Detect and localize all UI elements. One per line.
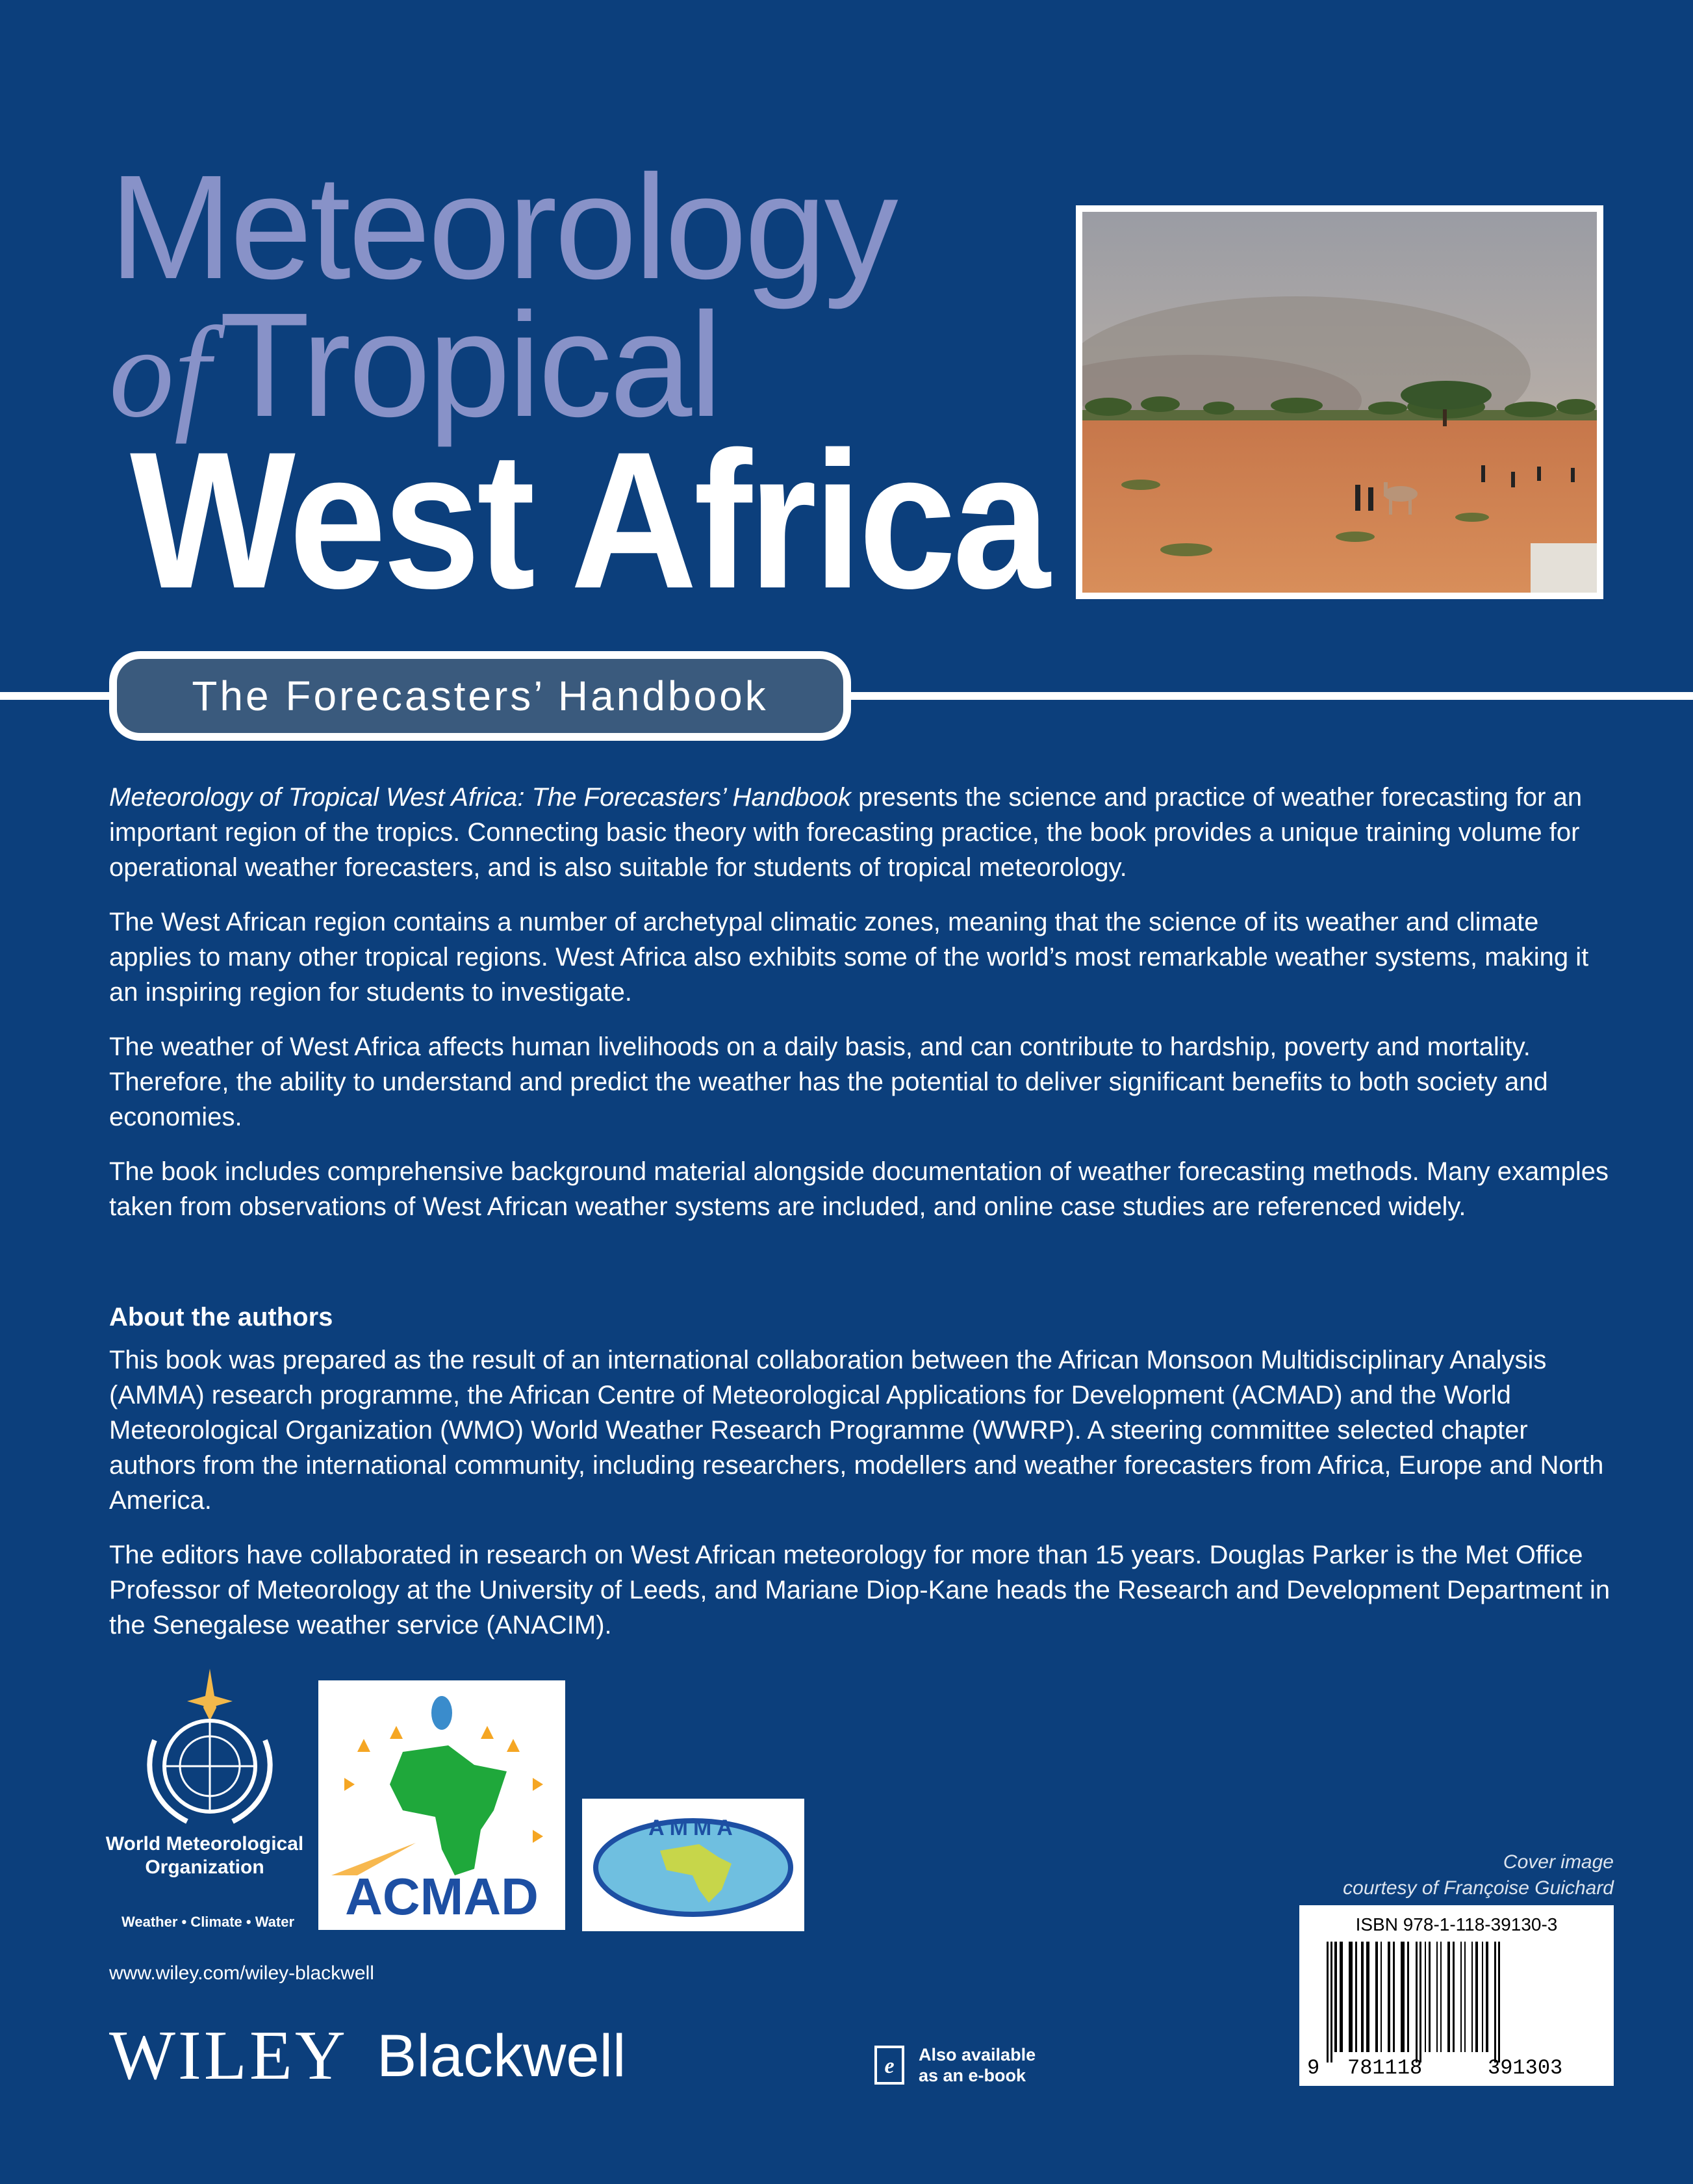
barcode-bar <box>1334 1942 1337 2052</box>
publisher-url[interactable]: www.wiley.com/wiley-blackwell <box>109 1962 374 1984</box>
barcode-bar <box>1425 1942 1426 2052</box>
barcode-bar <box>1429 1942 1431 2052</box>
about-heading: About the authors <box>109 1303 333 1331</box>
barcode-bar <box>1498 1942 1500 2062</box>
credit-line-1: Cover image <box>1503 1851 1614 1873</box>
ean-left-group: 781118 <box>1347 2056 1423 2080</box>
barcode <box>1299 1905 1614 2086</box>
ebook-line-1: Also available <box>919 2045 1036 2064</box>
blurb-book-title: Meteorology of Tropical West Africa: The Forecasters’ Handbook <box>109 783 851 812</box>
title-line-1: Meteorology <box>109 145 896 310</box>
barcode-bar <box>1464 1942 1466 2052</box>
barcode-bars <box>1307 1942 1606 2062</box>
ean-first-digit: 9 <box>1307 2056 1320 2080</box>
cover-photo <box>1076 205 1603 599</box>
barcode-bar <box>1401 1942 1405 2052</box>
blurb-p1-text: presents the science and practice of weather forecasting for an important region of the tropics. Connecting basic theory with forecasting practice, the book provides a unique training volume for operational weather forecasters, and is also suitable for students of tropical meteorology. <box>109 783 1583 882</box>
barcode-bar <box>1361 1942 1364 2052</box>
barcode-bar <box>1482 1942 1483 2052</box>
ean-right-group: 391303 <box>1488 2056 1563 2080</box>
barcode-bar <box>1494 1942 1496 2062</box>
cover-image-credit <box>1343 1849 1614 1901</box>
ebook-line-2: as an e-book <box>919 2066 1026 2085</box>
barcode-bar <box>1393 1942 1395 2052</box>
barcode-bar <box>1419 1942 1421 2062</box>
blurb-paragraph-4: The book includes comprehensive background material alongside documentation of weather forecasting methods. Many examples taken from observations of West African weather systems are included, and online case studies are referenced widely. <box>109 1157 1609 1221</box>
credit-line-2: courtesy of Françoise Guichard <box>1343 1877 1614 1899</box>
amma-logo <box>582 1799 804 1931</box>
blackwell-wordmark: Blackwell <box>377 2023 626 2089</box>
blurb-paragraph-1 <box>109 780 1616 885</box>
barcode-bar <box>1436 1942 1438 2052</box>
barcode-bar <box>1460 1942 1462 2052</box>
about-paragraph-1: This book was prepared as the result of an international collaboration between the African Monsoon Multidisciplinary Analysis (AMMA) research programme, the African Centre of Meteorological Applications for Development (ACMAD) and the World Meteorological Organization (WMO) World Weather Research Programme (WWRP). A steering committee selected chapter authors from the international community, including researchers, modellers and weather forecasters from Africa, Europe and North America. <box>109 1346 1604 1515</box>
dust-storm-photo <box>1082 212 1597 593</box>
barcode-bar <box>1471 1942 1473 2052</box>
wiley-wordmark: WILEY <box>109 2017 348 2094</box>
title-of: of <box>109 301 210 444</box>
barcode-bar <box>1381 1942 1382 2052</box>
title-line-3: West Africa <box>130 411 1047 629</box>
barcode-bar <box>1330 1942 1332 2062</box>
barcode-bar <box>1375 1942 1378 2052</box>
subtitle: The Forecasters’ Handbook <box>192 673 769 719</box>
amma-wordmark: AMMA <box>648 1816 738 1840</box>
barcode-bar <box>1366 1942 1369 2052</box>
svg-text:e: e <box>884 2054 895 2078</box>
barcode-bar <box>1440 1942 1442 2052</box>
barcode-bar <box>1453 1942 1455 2052</box>
acmad-logo <box>318 1680 565 1930</box>
barcode-bar <box>1340 1942 1343 2052</box>
barcode-bar <box>1355 1942 1357 2052</box>
barcode-bar <box>1388 1942 1390 2052</box>
ebook-note <box>919 2044 1036 2086</box>
barcode-bar <box>1407 1942 1409 2052</box>
isbn: ISBN 978-1-118-39130-3 <box>1355 1914 1558 1934</box>
barcode-bar <box>1327 1942 1329 2062</box>
ebook-icon <box>874 2046 904 2085</box>
blurb-paragraph-3: The weather of West Africa affects human livelihoods on a daily basis, and can contribute to hardship, poverty and mortality. Therefore, the ability to understand and predict the weather has the potential to deliver significant benefits to both society and economies. <box>109 1033 1548 1131</box>
barcode-bar <box>1349 1942 1353 2052</box>
barcode-bar <box>1475 1942 1478 2052</box>
wmo-tagline: Weather • Climate • Water <box>121 1914 295 1930</box>
title-tropical: Tropical <box>219 283 720 448</box>
blurb-paragraph-2: The West African region contains a number of archetypal climatic zones, meaning that the science of its weather and climate applies to many other tropical regions. West Africa also exhibits some of the world’s most remarkable weather systems, making it an inspiring region for students to investigate. <box>109 908 1589 1007</box>
barcode-bar <box>1416 1942 1418 2062</box>
wmo-logo <box>109 1669 311 1942</box>
wmo-name: World Meteorological Organization <box>105 1833 304 1878</box>
about-paragraph-2: The editors have collaborated in research on West African meteorology for more than 15 years. Douglas Parker is the Met Office Professor of Meteorology at the University of Leeds, and Mariane Diop-Kane heads the Research and Development Department in the Senegalese weather service (ANACIM). <box>109 1541 1610 1639</box>
barcode-bar <box>1486 1942 1488 2052</box>
barcode-bar <box>1447 1942 1450 2052</box>
acmad-wordmark: ACMAD <box>345 1868 539 1925</box>
